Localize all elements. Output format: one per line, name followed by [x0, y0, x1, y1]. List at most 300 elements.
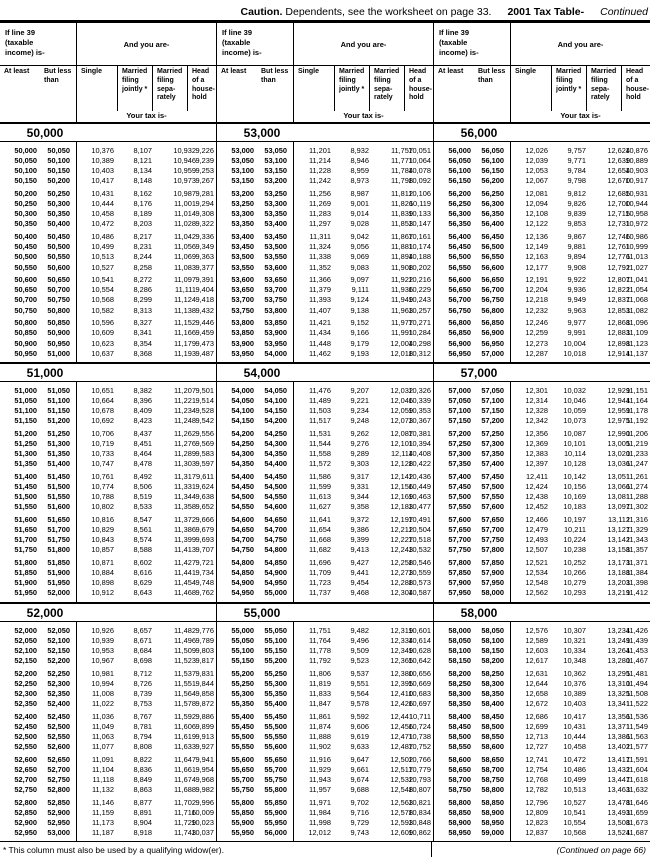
cell-head-of-household-tax: 11,481	[625, 668, 648, 678]
cell-married-separately-tax: 12,639	[607, 156, 630, 166]
cell-at-least: 51,900	[14, 578, 37, 588]
cell-married-jointly-tax: 9,853	[567, 219, 586, 229]
cell-at-least: 56,450	[448, 242, 471, 252]
cell-married-jointly-tax: 10,224	[563, 535, 586, 545]
cell-at-least: 54,700	[231, 535, 254, 545]
cell-single-tax: 11,352	[308, 262, 331, 272]
cell-married-separately-tax: 12,517	[390, 764, 413, 774]
cell-single-tax: 12,466	[525, 515, 548, 524]
cell-married-separately-tax: 11,276	[173, 439, 196, 449]
cell-head-of-household-tax: 9,446	[195, 318, 214, 328]
cell-at-least: 53,250	[231, 199, 254, 209]
cell-married-separately-tax: 12,593	[390, 818, 413, 828]
cell-but-less-than: 58,200	[481, 656, 504, 666]
cell-married-jointly-tax: 9,922	[567, 275, 586, 285]
table-row	[434, 765, 650, 775]
table-row	[0, 535, 216, 545]
cell-at-least: 54,800	[231, 558, 254, 568]
cell-married-jointly-tax: 10,376	[563, 678, 586, 688]
cell-head-of-household-tax: 10,367	[408, 416, 431, 426]
cell-but-less-than: 56,750	[481, 295, 504, 305]
cell-married-separately-tax: 11,798	[390, 176, 413, 186]
cell-married-jointly-tax: 8,987	[350, 189, 369, 199]
cell-at-least: 52,850	[14, 808, 37, 818]
cell-married-jointly-tax: 9,441	[350, 568, 369, 578]
cell-head-of-household-tax: 10,023	[191, 818, 214, 828]
table-row	[0, 828, 216, 838]
table-row	[0, 775, 216, 785]
cell-head-of-household-tax: 10,161	[408, 232, 431, 242]
cell-married-jointly-tax: 9,482	[350, 625, 369, 635]
cell-married-separately-tax: 12,532	[390, 775, 413, 785]
cell-but-less-than: 54,400	[264, 459, 287, 469]
cell-head-of-household-tax: 11,164	[625, 395, 648, 405]
cell-married-separately-tax: 13,112	[607, 515, 630, 524]
cell-at-least: 52,000	[14, 625, 37, 635]
panel-sections	[0, 122, 216, 841]
cell-single-tax: 12,369	[525, 439, 548, 449]
table-row	[434, 669, 650, 679]
cell-married-separately-tax: 10,946	[173, 156, 196, 166]
page-title: 2001 Tax Table-	[507, 6, 585, 18]
table-row	[217, 242, 433, 252]
column-label-married-filing-separately: Married filing sepa- rately	[586, 66, 621, 111]
cell-at-least: 51,450	[14, 482, 37, 492]
cell-at-least: 55,200	[231, 668, 254, 678]
cell-single-tax: 11,957	[308, 785, 331, 795]
table-row	[434, 199, 650, 209]
cell-but-less-than: 53,300	[264, 199, 287, 209]
cell-at-least: 50,450	[14, 242, 37, 252]
cell-at-least: 53,300	[231, 209, 254, 219]
table-row	[0, 252, 216, 262]
table-row	[434, 146, 650, 156]
cell-single-tax: 11,627	[308, 502, 331, 512]
cell-at-least: 50,250	[14, 199, 37, 209]
cell-but-less-than: 54,950	[264, 578, 287, 588]
cell-head-of-household-tax: 11,659	[625, 808, 648, 818]
cell-married-separately-tax: 13,188	[607, 568, 630, 578]
cell-single-tax: 11,819	[308, 678, 331, 688]
cell-head-of-household-tax: 9,707	[195, 545, 214, 555]
table-row	[434, 406, 650, 416]
cell-at-least: 52,100	[14, 645, 37, 655]
cell-but-less-than: 52,450	[47, 711, 70, 721]
cell-but-less-than: 56,850	[481, 318, 504, 328]
cell-single-tax: 11,723	[308, 578, 331, 588]
cell-at-least: 51,500	[14, 492, 37, 502]
your-tax-is-label: Your tax is-	[76, 111, 216, 122]
cell-but-less-than: 55,150	[264, 645, 287, 655]
cell-head-of-household-tax: 11,082	[625, 305, 648, 315]
cell-but-less-than: 54,200	[264, 416, 287, 426]
cell-but-less-than: 52,850	[47, 797, 70, 807]
cell-at-least: 50,600	[14, 275, 37, 285]
cell-single-tax: 10,692	[91, 416, 114, 426]
section-header	[434, 362, 650, 382]
cell-married-separately-tax: 12,059	[390, 406, 413, 416]
cell-married-jointly-tax: 10,403	[563, 699, 586, 709]
table-row	[0, 626, 216, 636]
cell-at-least: 57,650	[448, 525, 471, 535]
cell-but-less-than: 51,250	[47, 428, 70, 438]
table-row	[217, 492, 433, 502]
cell-single-tax: 11,654	[308, 525, 331, 535]
cell-single-tax: 12,782	[525, 785, 548, 795]
cell-head-of-household-tax: 10,119	[408, 199, 431, 209]
cell-at-least: 52,400	[14, 711, 37, 721]
cell-head-of-household-tax: 10,642	[408, 656, 431, 666]
cell-married-jointly-tax: 9,771	[567, 156, 586, 166]
cell-but-less-than: 53,700	[264, 285, 287, 295]
cell-but-less-than: 53,650	[264, 275, 287, 285]
cell-married-separately-tax: 11,372	[173, 515, 196, 524]
cell-head-of-household-tax: 10,779	[408, 764, 431, 774]
cell-single-tax: 12,149	[525, 242, 548, 252]
cell-married-jointly-tax: 9,056	[350, 242, 369, 252]
table-row	[217, 669, 433, 679]
table-row	[434, 545, 650, 555]
cell-head-of-household-tax: 9,803	[195, 645, 214, 655]
cell-head-of-household-tax: 9,941	[195, 754, 214, 764]
cell-at-least: 57,350	[448, 459, 471, 469]
cell-head-of-household-tax: 10,339	[408, 395, 431, 405]
cell-at-least: 50,800	[14, 318, 37, 328]
cell-head-of-household-tax: 10,889	[625, 156, 648, 166]
cell-but-less-than: 52,700	[47, 764, 70, 774]
cell-married-separately-tax: 13,097	[607, 502, 630, 512]
cell-married-separately-tax: 11,949	[390, 295, 413, 305]
continued-label: Continued	[600, 6, 648, 18]
cell-but-less-than: 55,600	[264, 742, 287, 752]
cell-married-jointly-tax: 8,712	[133, 668, 152, 678]
table-row	[0, 689, 216, 699]
cell-married-separately-tax: 11,289	[173, 449, 196, 459]
cell-at-least: 53,000	[231, 146, 254, 155]
cell-married-separately-tax: 12,685	[607, 189, 630, 199]
table-row	[217, 439, 433, 449]
cell-at-least: 51,700	[14, 535, 37, 545]
cell-head-of-household-tax: 10,711	[408, 711, 431, 721]
cell-head-of-household-tax: 9,982	[195, 785, 214, 795]
cell-but-less-than: 52,000	[47, 588, 70, 598]
cell-at-least: 56,400	[448, 232, 471, 242]
table-row	[0, 588, 216, 598]
table-row	[434, 285, 650, 295]
cell-single-tax: 12,383	[525, 449, 548, 459]
cell-married-separately-tax: 12,142	[390, 471, 413, 481]
cell-married-separately-tax: 13,341	[607, 699, 630, 709]
cell-married-jointly-tax: 9,399	[350, 535, 369, 545]
cell-at-least: 54,100	[231, 406, 254, 416]
cell-head-of-household-tax: 10,738	[408, 732, 431, 742]
cell-head-of-household-tax: 10,174	[408, 242, 431, 252]
cell-head-of-household-tax: 9,679	[195, 525, 214, 535]
table-row	[434, 209, 650, 219]
cell-married-jointly-tax: 8,162	[133, 189, 152, 199]
cell-but-less-than: 57,800	[481, 545, 504, 555]
cell-married-separately-tax: 11,056	[173, 242, 196, 252]
cell-head-of-household-tax: 11,109	[625, 328, 648, 338]
cell-married-separately-tax: 13,280	[607, 656, 630, 666]
cell-but-less-than: 56,350	[481, 209, 504, 219]
cell-married-jointly-tax: 9,757	[567, 146, 586, 155]
table-row	[0, 263, 216, 273]
cell-at-least: 53,750	[231, 305, 254, 315]
cell-single-tax: 12,727	[525, 742, 548, 752]
table-row	[217, 515, 433, 525]
cell-but-less-than: 52,500	[47, 721, 70, 731]
cell-single-tax: 10,568	[91, 295, 114, 305]
cell-married-jointly-tax: 9,826	[567, 199, 586, 209]
cell-married-separately-tax: 13,356	[607, 711, 630, 721]
cell-single-tax: 12,796	[525, 797, 548, 807]
cell-at-least: 57,700	[448, 535, 471, 545]
cell-head-of-household-tax: 11,233	[625, 449, 648, 459]
cell-married-jointly-tax: 8,863	[133, 785, 152, 795]
cell-head-of-household-tax: 11,646	[625, 797, 648, 807]
cell-head-of-household-tax: 9,514	[195, 395, 214, 405]
cell-married-separately-tax: 13,081	[607, 492, 630, 502]
cell-head-of-household-tax: 9,501	[195, 385, 214, 395]
cell-married-jointly-tax: 10,087	[563, 428, 586, 438]
cell-married-jointly-tax: 9,179	[350, 338, 369, 348]
column-label-but-less-than: But less than	[44, 68, 72, 84]
cell-at-least: 54,650	[231, 525, 254, 535]
cell-single-tax: 11,558	[308, 449, 331, 459]
cell-married-jointly-tax: 10,018	[563, 348, 586, 358]
table-row	[217, 295, 433, 305]
cell-but-less-than: 52,150	[47, 645, 70, 655]
cell-married-separately-tax: 13,478	[607, 797, 630, 807]
cell-married-separately-tax: 11,083	[173, 262, 196, 272]
cell-single-tax: 11,173	[91, 818, 114, 828]
panel-header	[434, 23, 650, 122]
cell-married-separately-tax: 11,069	[173, 252, 196, 262]
cell-but-less-than: 53,950	[264, 338, 287, 348]
cell-married-jointly-tax: 9,234	[350, 406, 369, 416]
cell-single-tax: 12,823	[525, 818, 548, 828]
cell-head-of-household-tax: 10,546	[408, 558, 431, 568]
cell-head-of-household-tax: 11,013	[625, 252, 648, 262]
cell-at-least: 52,450	[14, 721, 37, 731]
cell-single-tax: 12,713	[525, 732, 548, 742]
tax-table-panel	[433, 23, 650, 841]
cell-single-tax: 11,888	[308, 732, 331, 742]
cell-single-tax: 10,417	[91, 176, 114, 186]
table-row	[217, 679, 433, 689]
cell-married-jointly-tax: 9,152	[350, 318, 369, 328]
cell-head-of-household-tax: 9,748	[195, 578, 214, 588]
cell-single-tax: 12,039	[525, 156, 548, 166]
cell-married-separately-tax: 13,066	[607, 482, 630, 492]
cell-but-less-than: 57,750	[481, 535, 504, 545]
cell-single-tax: 11,572	[308, 459, 331, 469]
table-row	[0, 755, 216, 765]
cell-at-least: 57,950	[448, 588, 471, 598]
cell-at-least: 50,200	[14, 189, 37, 199]
cell-single-tax: 12,452	[525, 502, 548, 512]
cell-married-jointly-tax: 9,262	[350, 428, 369, 438]
cell-at-least: 55,800	[231, 797, 254, 807]
cell-single-tax: 11,462	[308, 348, 331, 358]
cell-head-of-household-tax: 10,862	[408, 828, 431, 838]
cell-at-least: 57,400	[448, 471, 471, 481]
cell-but-less-than: 57,100	[481, 395, 504, 405]
cell-but-less-than: 54,150	[264, 406, 287, 416]
cell-but-less-than: 54,300	[264, 439, 287, 449]
table-row	[217, 699, 433, 709]
cell-at-least: 53,800	[231, 318, 254, 328]
cell-but-less-than: 58,100	[481, 635, 504, 645]
cell-at-least: 53,550	[231, 262, 254, 272]
cell-single-tax: 12,094	[525, 199, 548, 209]
cell-but-less-than: 51,300	[47, 439, 70, 449]
cell-head-of-household-tax: 9,789	[195, 635, 214, 645]
cell-head-of-household-tax: 10,037	[191, 828, 214, 838]
cell-married-separately-tax: 11,812	[390, 189, 413, 199]
column-label-head-of-household: Head of a house- hold	[404, 66, 433, 111]
cell-but-less-than: 56,800	[481, 305, 504, 315]
cell-head-of-household-tax: 9,886	[195, 711, 214, 721]
cell-married-jointly-tax: 8,684	[133, 645, 152, 655]
cell-but-less-than: 56,600	[481, 262, 504, 272]
cell-at-least: 58,050	[448, 635, 471, 645]
table-row	[0, 808, 216, 818]
cell-married-jointly-tax: 8,286	[133, 285, 152, 295]
cell-married-separately-tax: 11,743	[173, 828, 196, 838]
cell-at-least: 52,150	[14, 656, 37, 666]
section-rows	[434, 622, 650, 842]
table-row	[434, 568, 650, 578]
cell-but-less-than: 58,650	[481, 754, 504, 764]
cell-married-separately-tax: 12,114	[390, 449, 413, 459]
table-row	[434, 252, 650, 262]
cell-but-less-than: 55,700	[264, 764, 287, 774]
cell-married-separately-tax: 12,654	[607, 166, 630, 176]
table-row	[434, 416, 650, 426]
cell-single-tax: 10,857	[91, 545, 114, 555]
cell-married-separately-tax: 13,508	[607, 818, 630, 828]
table-row	[217, 472, 433, 482]
cell-but-less-than: 58,500	[481, 721, 504, 731]
table-row	[434, 349, 650, 359]
cell-at-least: 51,300	[14, 449, 37, 459]
cell-married-separately-tax: 12,101	[390, 439, 413, 449]
cell-head-of-household-tax: 9,239	[195, 156, 214, 166]
cell-but-less-than: 58,850	[481, 797, 504, 807]
cell-but-less-than: 55,450	[264, 711, 287, 721]
cell-but-less-than: 58,900	[481, 808, 504, 818]
table-row	[217, 189, 433, 199]
table-row	[434, 232, 650, 242]
cell-married-jointly-tax: 8,409	[133, 406, 152, 416]
cell-at-least: 51,850	[14, 568, 37, 578]
table-row	[434, 558, 650, 568]
cell-at-least: 55,650	[231, 764, 254, 774]
cell-head-of-household-tax: 10,793	[408, 775, 431, 785]
cell-married-separately-tax: 13,295	[607, 668, 630, 678]
cell-at-least: 54,750	[231, 545, 254, 555]
cell-married-jointly-tax: 9,138	[350, 305, 369, 315]
cell-married-jointly-tax: 9,661	[350, 764, 369, 774]
table-row	[217, 156, 433, 166]
cell-but-less-than: 52,550	[47, 732, 70, 742]
table-row	[0, 722, 216, 732]
table-row	[217, 339, 433, 349]
cell-married-jointly-tax: 10,073	[563, 416, 586, 426]
cell-head-of-household-tax: 9,762	[195, 588, 214, 598]
table-row	[434, 482, 650, 492]
cell-single-tax: 12,136	[525, 232, 548, 242]
cell-married-separately-tax: 11,674	[173, 775, 196, 785]
continued-on-page-note: (Continued on page 66)	[556, 845, 646, 856]
cell-married-separately-tax: 12,273	[390, 568, 413, 578]
cell-married-jointly-tax: 9,619	[350, 732, 369, 742]
cell-single-tax: 10,926	[91, 625, 114, 635]
cell-at-least: 51,600	[14, 515, 37, 524]
cell-married-jointly-tax: 10,059	[563, 406, 586, 416]
cell-married-jointly-tax: 9,578	[350, 699, 369, 709]
cell-at-least: 52,300	[14, 688, 37, 698]
cell-at-least: 57,900	[448, 578, 471, 588]
cell-married-separately-tax: 11,551	[173, 678, 196, 688]
cell-but-less-than: 55,100	[264, 635, 287, 645]
cell-married-separately-tax: 11,138	[173, 305, 196, 315]
cell-married-jointly-tax: 8,932	[350, 146, 369, 155]
cell-but-less-than: 55,900	[264, 808, 287, 818]
cell-married-jointly-tax: 8,134	[133, 166, 152, 176]
cell-head-of-household-tax: 10,628	[408, 645, 431, 655]
cell-at-least: 55,600	[231, 754, 254, 764]
cell-single-tax: 11,421	[308, 318, 331, 328]
cell-head-of-household-tax: 11,274	[625, 482, 648, 492]
cell-married-separately-tax: 11,702	[173, 797, 196, 807]
cell-married-separately-tax: 11,207	[173, 385, 196, 395]
cell-but-less-than: 50,750	[47, 295, 70, 305]
cell-married-jointly-tax: 9,702	[350, 797, 369, 807]
cell-single-tax: 12,026	[525, 146, 548, 155]
cell-head-of-household-tax: 11,673	[625, 818, 648, 828]
section-title: 54,000	[243, 365, 281, 380]
cell-single-tax: 10,761	[91, 471, 114, 481]
cell-single-tax: 11,187	[91, 828, 114, 838]
cell-single-tax: 10,816	[91, 515, 114, 524]
cell-at-least: 55,300	[231, 688, 254, 698]
cell-married-jointly-tax: 8,327	[133, 318, 152, 328]
cell-single-tax: 12,356	[525, 428, 548, 438]
cell-head-of-household-tax: 10,463	[408, 492, 431, 502]
cell-but-less-than: 54,000	[264, 348, 287, 358]
section-header	[434, 122, 650, 142]
table-row	[434, 626, 650, 636]
cell-single-tax: 12,218	[525, 295, 548, 305]
cell-at-least: 52,900	[14, 818, 37, 828]
cell-married-separately-tax: 12,380	[390, 668, 413, 678]
cell-married-jointly-tax: 8,464	[133, 449, 152, 459]
section-header	[217, 362, 433, 382]
cell-at-least: 51,550	[14, 502, 37, 512]
cell-single-tax: 10,609	[91, 328, 114, 338]
table-row	[434, 263, 650, 273]
cell-but-less-than: 51,900	[47, 568, 70, 578]
cell-head-of-household-tax: 11,192	[625, 416, 648, 426]
cell-married-separately-tax: 11,853	[390, 219, 413, 229]
cell-at-least: 50,050	[14, 156, 37, 166]
cell-married-jointly-tax: 8,822	[133, 754, 152, 764]
cell-but-less-than: 56,900	[481, 328, 504, 338]
table-row	[217, 742, 433, 752]
